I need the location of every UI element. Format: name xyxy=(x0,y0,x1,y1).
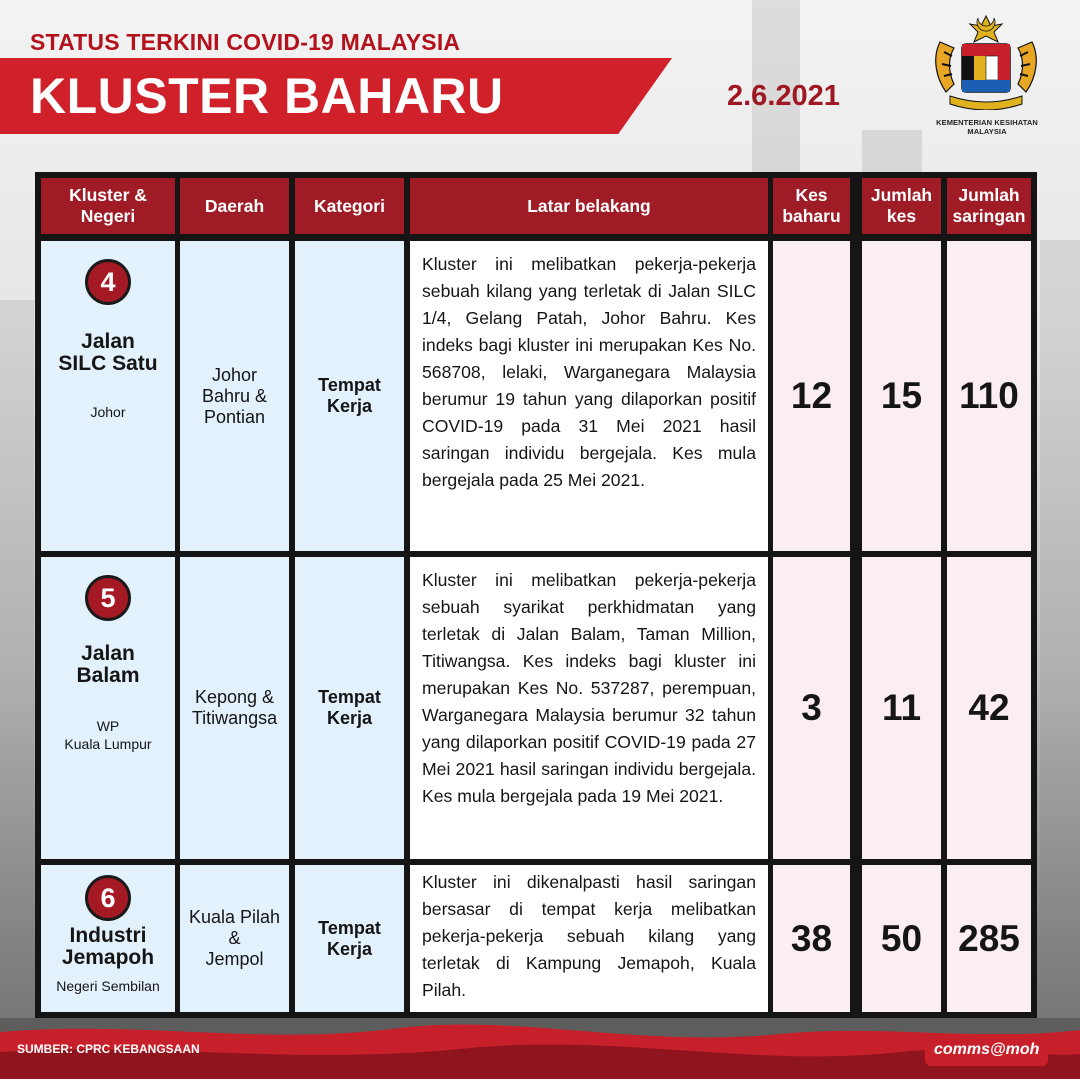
cluster-name: Jalan xyxy=(81,330,135,353)
table-cell-latar xyxy=(410,241,768,551)
kategori-text: Kerja xyxy=(326,938,373,959)
cluster-number-badge: 4 xyxy=(85,259,131,305)
page-subtitle: STATUS TERKINI COVID-19 MALAYSIA xyxy=(30,29,461,55)
kategori-text: Kerja xyxy=(326,396,373,416)
table-cell-jumlah-kes xyxy=(862,241,941,551)
table-cell-kategori xyxy=(295,557,404,859)
table-cell-jumlah-saringan xyxy=(947,865,1031,1012)
daerah-text: Johor xyxy=(211,364,258,385)
background-tower xyxy=(1040,240,1080,1020)
kategori-text: Tempat xyxy=(318,917,381,938)
kes-baharu-value: 38 xyxy=(790,917,833,959)
jumlah-saringan-value: 110 xyxy=(959,375,1019,416)
latar-text: Kluster ini dikenalpasti hasil saringan bersasar di tempat kerja melibatkan pekerja-pekerja sebuah kilang yang terletak di Kampung Jemapoh, Kuala Pilah. xyxy=(422,872,756,1000)
table-cell-jumlah-saringan xyxy=(947,241,1031,551)
table-cell-latar xyxy=(410,865,768,1012)
cluster-name: Jalan xyxy=(81,642,135,665)
cluster-name: Balam xyxy=(76,664,140,687)
table-cell-kes-baharu xyxy=(773,557,850,859)
table-cell-jumlah-saringan xyxy=(947,557,1031,859)
cluster-name: Industri xyxy=(69,924,147,947)
table-cell-kes-baharu xyxy=(773,241,850,551)
table-cell-daerah xyxy=(180,241,289,551)
jumlah-kes-value: 15 xyxy=(880,375,923,416)
latar-text: Kluster ini melibatkan pekerja-pekerja sebuah kilang yang terletak di Jalan SILC 1/4, Gelang Patah, Johor Bahru. Kes indeks bagi kluster ini merupakan Kes No. 568708, lelaki, Warganegara Malaysia berumur 19 tahun yang dilaporkan positif COVID-19 pada 31 Mei 2021 hasil saringan individu bergejala. Kes mula bergejala pada 25 Mei 2021. xyxy=(422,254,756,490)
header-latar-label: Latar belakang xyxy=(527,195,651,216)
coat-of-arms-logo xyxy=(928,12,1044,110)
social-handle: comms@moh xyxy=(925,1034,1048,1066)
table-row-cluster xyxy=(41,865,175,1012)
jumlah-kes-value: 50 xyxy=(880,917,923,959)
background-tower xyxy=(0,300,34,1020)
daerah-text: Kepong & xyxy=(194,687,275,707)
cluster-name: Jemapoh xyxy=(61,946,155,969)
source-label: SUMBER: CPRC KEBANGSAAN xyxy=(17,1042,200,1056)
kes-baharu-value: 12 xyxy=(790,375,833,416)
table-cell-jumlah-kes xyxy=(862,557,941,859)
cluster-number-badge: 6 xyxy=(85,875,131,921)
header-kategori-label: Kategori xyxy=(314,195,385,216)
jumlah-kes-value: 11 xyxy=(881,687,922,728)
header-latar xyxy=(410,178,768,234)
daerah-text: Pontian xyxy=(203,406,266,427)
background-tower xyxy=(862,130,922,172)
page-title: KLUSTER BAHARU xyxy=(30,68,504,124)
report-date: 2.6.2021 xyxy=(727,80,840,112)
table-cell-daerah xyxy=(180,865,289,1012)
ministry-name: KEMENTERIAN KESIHATAN MALAYSIA xyxy=(936,118,1038,136)
daerah-text: & xyxy=(228,928,241,948)
header-kluster xyxy=(41,178,175,234)
header-jumlah-kes xyxy=(862,178,941,234)
latar-text: Kluster ini melibatkan pekerja-pekerja sebuah syarikat perkhidmatan yang terletak di Jalan Balam, Taman Million, Titiwangsa. Kes indeks bagi kluster ini merupakan Kes No. 537287, perempuan, Warganegara Malaysia berumur 32 tahun yang dilaporkan positif COVID-19 pada 27 Mei 2021 hasil saringan individu bergejala. Kes mula bergejala pada 19 Mei 2021. xyxy=(422,570,756,806)
daerah-text: Jempol xyxy=(205,949,264,969)
cluster-state: Kuala Lumpur xyxy=(64,736,152,752)
table-cell-daerah xyxy=(180,557,289,859)
header-kategori xyxy=(295,178,404,234)
cluster-state: Johor xyxy=(90,404,126,420)
cluster-state: Negeri Sembilan xyxy=(56,978,160,994)
cluster-number-badge: 5 xyxy=(85,575,131,621)
jumlah-saringan-value: 285 xyxy=(958,917,1020,959)
header-jumlah-saringan-label: Jumlah saringan xyxy=(952,185,1026,226)
cluster-state: WP xyxy=(96,718,120,734)
header-jumlah-kes-label: Jumlah kes xyxy=(870,185,933,226)
daerah-text: Kuala Pilah xyxy=(188,907,281,927)
header-kes-baharu xyxy=(773,178,850,234)
kategori-text: Tempat xyxy=(318,375,381,395)
table-cell-latar xyxy=(410,557,768,859)
table-cell-jumlah-kes xyxy=(862,865,941,1012)
daerah-text: Titiwangsa xyxy=(191,708,278,728)
daerah-text: Bahru & xyxy=(201,385,268,406)
table-cell-kes-baharu xyxy=(773,865,850,1012)
header-jumlah-saringan xyxy=(947,178,1031,234)
header-kes-baharu-label: Kes baharu xyxy=(782,185,841,226)
table-row-cluster xyxy=(41,557,175,859)
jumlah-saringan-value: 42 xyxy=(968,687,1010,728)
header-daerah xyxy=(180,178,289,234)
table-cell-kategori xyxy=(295,241,404,551)
table-cell-kategori xyxy=(295,865,404,1012)
table-row-cluster xyxy=(41,241,175,551)
kes-baharu-value: 3 xyxy=(801,687,822,728)
kategori-text: Tempat xyxy=(318,687,381,707)
header-daerah-label: Daerah xyxy=(204,195,265,216)
kategori-text: Kerja xyxy=(326,708,373,728)
cluster-name: SILC Satu xyxy=(58,352,158,375)
header-kluster-label: Kluster & Negeri xyxy=(69,185,147,226)
